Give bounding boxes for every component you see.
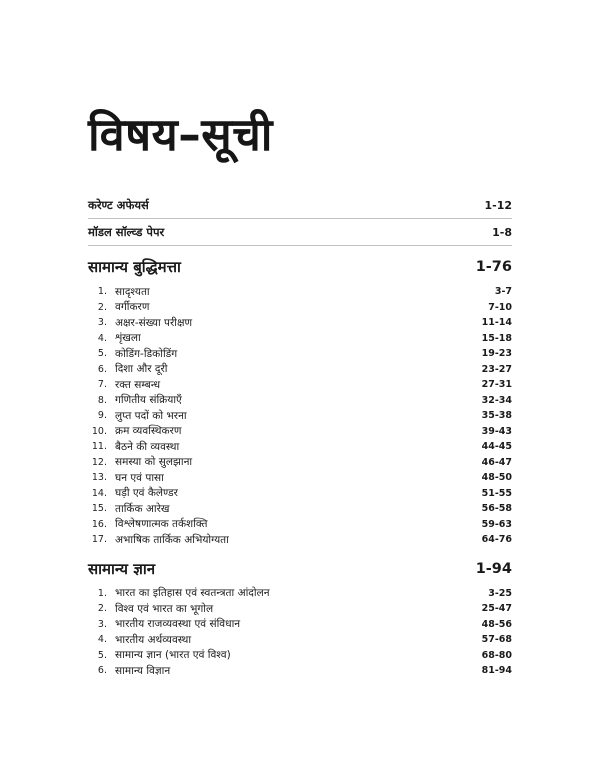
item-title: सामान्य विज्ञान: [115, 664, 171, 677]
item-title: तार्किक आरेख: [115, 502, 170, 515]
toc-item-row: [88, 408, 512, 424]
item-page-range: 3-7: [494, 286, 512, 298]
toc-item-row: [88, 284, 512, 300]
item-title: सामान्य ज्ञान (भारत एवं विश्व): [115, 649, 231, 662]
item-number: 4.: [97, 634, 107, 646]
item-page-range: 19-23: [481, 348, 512, 360]
item-title: रक्त सम्बन्ध: [115, 378, 161, 391]
item-page-range: 11-14: [481, 317, 512, 329]
toc-item-row: [88, 586, 512, 602]
front-matter-page-range: 1-8: [492, 225, 512, 239]
item-number: 5.: [97, 348, 107, 360]
item-page-range: 59-63: [481, 518, 512, 530]
toc-item-row: [88, 517, 512, 533]
item-title: विश्लेषणात्मक तर्कशक्ति: [115, 518, 208, 531]
item-number: 6.: [97, 665, 107, 677]
front-matter-label: करेण्ट अफेयर्स: [88, 197, 149, 212]
section-header: [88, 557, 512, 581]
toc-item-row: [88, 346, 512, 362]
item-title: कोडिंग-डिकोडिंग: [115, 347, 178, 360]
toc-item-row: [88, 501, 512, 517]
item-page-range: 44-45: [481, 441, 512, 453]
item-number: 2.: [97, 603, 107, 615]
toc-section: [88, 557, 512, 679]
toc-content: [88, 0, 512, 679]
item-title: घन एवं पासा: [115, 471, 164, 484]
front-matter-page-range: 1-12: [484, 198, 512, 212]
item-number: 1.: [97, 286, 107, 298]
toc-item-row: [88, 470, 512, 486]
section-items: [88, 586, 512, 679]
item-title: वर्गीकरण: [115, 301, 150, 314]
toc-item-row: [88, 617, 512, 633]
front-matter-row: [88, 192, 512, 219]
item-number: 2.: [97, 301, 107, 313]
item-title: बैठने की व्यवस्था: [115, 440, 180, 453]
item-number: 17.: [91, 534, 107, 546]
item-page-range: 46-47: [481, 456, 512, 468]
item-title: गणितीय संक्रियाएँ: [115, 394, 182, 407]
section-title: सामान्य ज्ञान: [88, 559, 156, 578]
item-page-range: 39-43: [481, 425, 512, 437]
toc-item-row: [88, 648, 512, 664]
item-number: 4.: [97, 332, 107, 344]
item-title: समस्या को सुलझाना: [115, 456, 193, 469]
section-page-range: 1-94: [475, 560, 512, 577]
item-title: लुप्त पदों को भरना: [115, 409, 187, 422]
item-page-range: 25-47: [481, 603, 512, 615]
item-number: 13.: [91, 472, 107, 484]
page-title: विषय–सूची: [88, 108, 273, 161]
toc-item-row: [88, 393, 512, 409]
section-items: [88, 284, 512, 548]
front-matter-row: [88, 219, 512, 246]
item-page-range: 32-34: [481, 394, 512, 406]
front-matter-list: [88, 192, 512, 246]
item-number: 16.: [91, 518, 107, 530]
item-number: 3.: [97, 618, 107, 630]
item-title: घड़ी एवं कैलेण्डर: [115, 487, 178, 500]
item-page-range: 27-31: [481, 379, 512, 391]
item-page-range: 48-50: [481, 472, 512, 484]
item-title: अक्षर-संख्या परीक्षण: [115, 316, 193, 329]
toc-item-row: [88, 663, 512, 679]
item-number: 12.: [91, 456, 107, 468]
toc-section: [88, 255, 512, 548]
section-header: [88, 255, 512, 279]
item-page-range: 7-10: [488, 301, 512, 313]
item-page-range: 56-58: [481, 503, 512, 515]
item-number: 1.: [97, 587, 107, 599]
item-title: भारतीय अर्थव्यवस्था: [115, 633, 192, 646]
item-title: शृंखला: [115, 332, 141, 345]
item-page-range: 57-68: [481, 634, 512, 646]
item-page-range: 3-25: [488, 587, 512, 599]
item-number: 11.: [91, 441, 107, 453]
toc-item-row: [88, 486, 512, 502]
item-title: भारतीय राजव्यवस्था एवं संविधान: [115, 618, 241, 631]
toc-item-row: [88, 601, 512, 617]
item-number: 6.: [97, 363, 107, 375]
item-page-range: 64-76: [481, 534, 512, 546]
item-title: भारत का इतिहास एवं स्वतन्त्रता आंदोलन: [115, 587, 270, 600]
toc-item-row: [88, 300, 512, 316]
item-number: 7.: [97, 379, 107, 391]
item-number: 14.: [91, 487, 107, 499]
item-page-range: 23-27: [481, 363, 512, 375]
front-matter-label: मॉडल सॉल्व्ड पेपर: [88, 224, 165, 239]
toc-item-row: [88, 331, 512, 347]
toc-item-row: [88, 439, 512, 455]
toc-item-row: [88, 532, 512, 548]
toc-item-row: [88, 377, 512, 393]
item-page-range: 68-80: [481, 649, 512, 661]
item-number: 15.: [91, 503, 107, 515]
item-title: दिशा और दूरी: [115, 363, 168, 376]
toc-item-row: [88, 424, 512, 440]
section-title: सामान्य बुद्धिमत्ता: [88, 258, 181, 276]
item-number: 9.: [97, 410, 107, 422]
toc-item-row: [88, 362, 512, 378]
item-title: क्रम व्यवस्थिकरण: [115, 425, 182, 438]
item-page-range: 15-18: [481, 332, 512, 344]
toc-item-row: [88, 632, 512, 648]
item-number: 8.: [97, 394, 107, 406]
sections-list: [88, 255, 512, 679]
toc-item-row: [88, 315, 512, 331]
section-page-range: 1-76: [475, 259, 512, 275]
item-page-range: 51-55: [481, 487, 512, 499]
toc-item-row: [88, 455, 512, 471]
item-page-range: 81-94: [481, 665, 512, 677]
item-page-range: 48-56: [481, 618, 512, 630]
item-number: 5.: [97, 649, 107, 661]
item-title: अभाषिक तार्किक अभियोग्यता: [115, 533, 229, 546]
item-title: विश्व एवं भारत का भूगोल: [115, 602, 214, 615]
item-page-range: 35-38: [481, 410, 512, 422]
item-number: 3.: [97, 317, 107, 329]
item-number: 10.: [91, 425, 107, 437]
item-title: सादृश्यता: [115, 285, 150, 298]
